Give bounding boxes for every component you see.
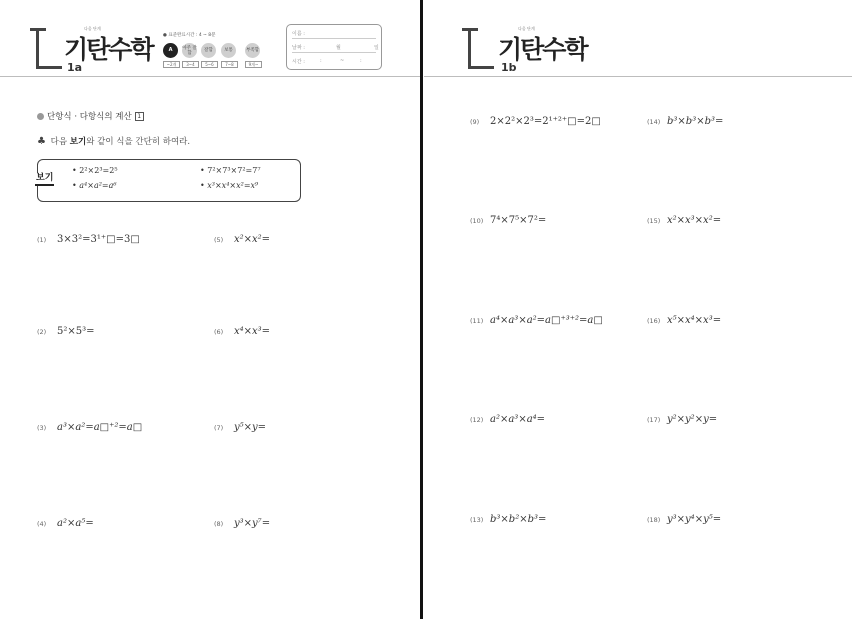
example-item: • 7²×7³×7²=7⁷ (200, 166, 261, 175)
example-item: • 2²×2³=2⁵ (72, 166, 118, 175)
brand-tag: 다음 단계 (518, 26, 535, 31)
problem-expression: y³×y⁴×y⁵= (667, 514, 722, 525)
problem-number: (2) (37, 327, 47, 336)
logo-bracket-mark (468, 31, 494, 69)
problem-12 (470, 409, 545, 428)
time-separator: : (320, 58, 322, 64)
step-circle-poor: 부족함 (245, 43, 260, 58)
instruction-prefix: 다음 (50, 137, 70, 147)
step-circle-good: 잘함 (201, 43, 216, 58)
problem-expression: a³×a²=a□⁺²=a□ (57, 422, 143, 433)
date-day-unit: 일 (374, 45, 379, 51)
problem-7 (214, 417, 266, 436)
problem-expression: x⁵×x⁴×x³= (667, 315, 722, 326)
instruction-text (37, 135, 190, 147)
worksheet-page-1a (0, 0, 421, 619)
problem-11 (470, 310, 603, 329)
problem-number: (13) (470, 515, 484, 524)
score-range-box: 7~8 (221, 61, 238, 68)
step-circle-average: 보통 (221, 43, 236, 58)
score-range-box: 9개~ (245, 61, 262, 68)
problem-expression: x⁴×x³= (234, 326, 271, 337)
header-divider-line (424, 76, 852, 77)
date-label: 날짜 : (292, 45, 305, 51)
example-item: • a⁴×a²=a⁶ (72, 181, 117, 190)
problem-number: (12) (470, 415, 484, 424)
problem-expression: 3×3²=3¹⁺□=3□ (57, 234, 140, 245)
problem-expression: b³×b²×b³= (490, 514, 547, 525)
problem-5 (214, 229, 270, 248)
problem-number: (8) (214, 519, 224, 528)
problem-number: (18) (647, 515, 661, 524)
problem-15 (647, 210, 721, 229)
problem-expression: a⁴×a³×a²=a□⁺³⁺²=a□ (490, 315, 603, 326)
problem-expression: a²×a⁵= (57, 518, 94, 529)
brand-logo-text: 기탄수학 (498, 35, 587, 64)
problem-number: (7) (214, 423, 224, 432)
score-range-box: 3~4 (182, 61, 199, 68)
problem-number: (15) (647, 216, 661, 225)
header-divider-line (0, 76, 421, 77)
score-range-box: ~2개 (163, 61, 180, 68)
problem-number: (3) (37, 423, 47, 432)
logo-bracket-mark (36, 31, 62, 69)
instruction-bold-word: 보기 (69, 137, 87, 147)
problem-number: (17) (647, 415, 661, 424)
problem-expression: 2×2²×2³=2¹⁺²⁺□=2□ (490, 116, 601, 127)
problem-18 (647, 509, 721, 528)
problem-2 (37, 321, 95, 340)
problem-1 (37, 229, 140, 248)
problem-number: (10) (470, 216, 484, 225)
problem-8 (214, 513, 270, 532)
step-circle-current: A (163, 43, 178, 58)
example-label: 보기 (35, 173, 54, 186)
club-suit-icon: ♣ (37, 136, 46, 147)
brand-logo-text: 기탄수학 (64, 35, 153, 64)
problem-13 (470, 509, 546, 528)
problem-expression: x²×x³×x²= (667, 215, 722, 226)
example-item: • x³×x⁴×x²=x⁹ (200, 181, 259, 190)
problem-number: (16) (647, 316, 661, 325)
instruction-suffix: 와 같이 식을 간단히 하여라. (86, 137, 191, 147)
problem-number: (4) (37, 519, 47, 528)
problem-expression: y³×y⁷= (234, 518, 271, 529)
problem-expression: y²×y²×y= (667, 414, 718, 425)
page-divider (420, 0, 423, 619)
time-range-separator: ~ (340, 58, 345, 64)
bullet-dot-icon (37, 113, 44, 120)
score-range-box: 5~6 (201, 61, 218, 68)
problem-number: (9) (470, 117, 480, 126)
step-circle-excellent: 아주 잘함 (182, 43, 197, 58)
problem-4 (37, 513, 94, 532)
name-row (292, 27, 376, 39)
problem-10 (470, 210, 546, 229)
page-code: 1b (501, 61, 517, 74)
problem-number: (5) (214, 235, 224, 244)
page-code: 1a (67, 61, 83, 74)
section-number-badge: 1 (135, 112, 144, 121)
date-month-unit: 월 (336, 45, 341, 51)
problem-number: (6) (214, 327, 224, 336)
problem-6 (214, 321, 270, 340)
worksheet-page-1b (424, 0, 852, 619)
problem-expression: y⁵×y= (234, 422, 267, 433)
problem-expression: 7⁴×7⁵×7²= (490, 215, 547, 226)
name-label: 이름 : (292, 31, 305, 37)
time-row (292, 55, 376, 67)
standard-time-note: ● 표준완료시간 : 4 ~ 8분 (163, 33, 216, 38)
date-row (292, 41, 379, 53)
problem-17 (647, 409, 717, 428)
problem-number: (11) (470, 316, 484, 325)
problem-number: (14) (647, 117, 661, 126)
problem-expression: b³×b³×b³= (667, 116, 724, 127)
time-label: 시간 : (292, 59, 305, 65)
problem-expression: x²×x²= (234, 234, 271, 245)
problem-14 (647, 111, 723, 130)
section-title (37, 110, 144, 122)
problem-3 (37, 417, 142, 436)
problem-9 (470, 111, 601, 130)
problem-expression: a²×a³×a⁴= (490, 414, 546, 425)
student-info-box (286, 24, 382, 70)
problem-16 (647, 310, 721, 329)
problem-number: (1) (37, 235, 47, 244)
section-title-text: 단항식 · 다항식의 계산 (47, 112, 132, 122)
problem-expression: 5²×5³= (57, 326, 95, 337)
time-separator: : (360, 58, 362, 64)
brand-tag: 다음 단계 (84, 26, 101, 31)
